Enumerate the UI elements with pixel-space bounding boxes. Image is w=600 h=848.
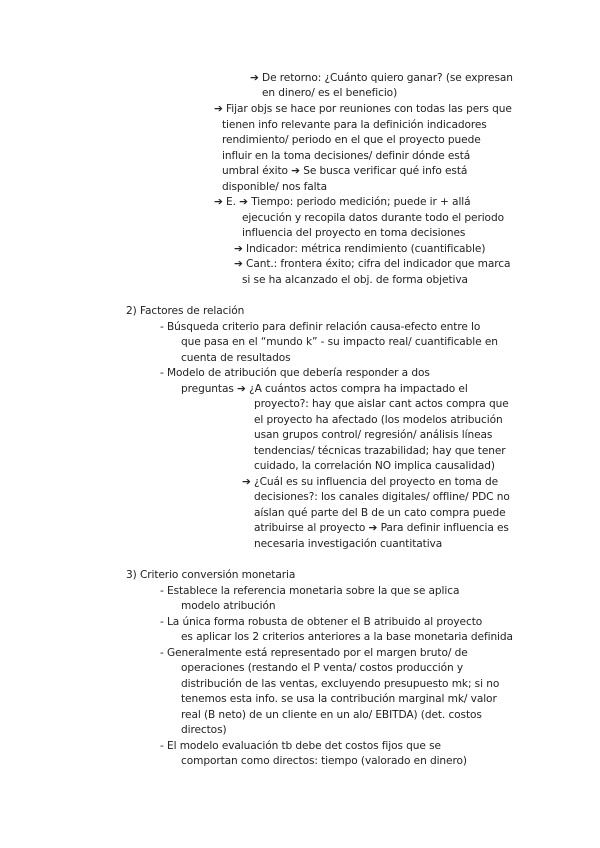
s2-bullet-2-line-8: ➔ ¿Cuál es su influencia del proyecto en toma de	[242, 476, 499, 488]
retorno-line-1: ➔ De retorno: ¿Cuánto quiero ganar? (se expresan	[250, 72, 513, 84]
fijar-line-2: tienen info relevante para la definición indicadores	[222, 119, 487, 131]
s2-bullet-2-line-10: aíslan qué parte del B de un cato compra puede	[254, 507, 506, 519]
tiempo-line-1: ➔ E. ➔ Tiempo: periodo medición; puede ir + allá	[214, 196, 471, 208]
s3-bullet-2-line-2: es aplicar los 2 criterios anteriores a la base monetaria definida	[181, 631, 513, 643]
s3-bullet-3-line-1: - Generalmente está representado por el margen bruto/ de	[160, 647, 468, 659]
s3-bullet-3-line-3: distribución de las ventas, excluyendo presupuesto mk; si no	[181, 678, 500, 690]
fijar-line-6: disponible/ nos falta	[222, 181, 327, 193]
s2-bullet-2-line-9: decisiones?: los canales digitales/ offline/ PDC no	[254, 491, 510, 503]
s3-bullet-2-line-1: - La única forma robusta de obtener el B atribuido al proyecto	[160, 616, 483, 628]
s3-bullet-3-line-2: operaciones (restando el P venta/ costos producción y	[181, 662, 464, 674]
fijar-line-3: rendimiento/ periodo en el que el proyecto puede	[222, 134, 481, 146]
s2-bullet-1-line-2: que pasa en el “mundo k” - su impacto real/ cuantificable en	[181, 336, 498, 348]
s2-bullet-2-line-4: el proyecto ha afectado (los modelos atribución	[254, 414, 503, 426]
s2-bullet-2-line-2: preguntas ➔ ¿A cuántos actos compra ha impactado el	[181, 383, 468, 395]
cant-line-1: ➔ Cant.: frontera éxito; cifra del indicador que marca	[234, 258, 511, 270]
s2-bullet-1-line-3: cuenta de resultados	[181, 352, 291, 364]
s3-bullet-3-line-5: real (B neto) de un cliente en un alo/ EBITDA) (det. costos	[181, 709, 482, 721]
s2-bullet-2-line-7: cuidado, la correlación NO implica causalidad)	[254, 460, 495, 472]
s2-bullet-2-line-3: proyecto?: hay que aislar cant actos compra que	[254, 398, 509, 410]
s2-bullet-2-line-11: atribuirse al proyecto ➔ Para definir influencia es	[254, 522, 509, 534]
s3-bullet-4-line-2: comportan como directos: tiempo (valorado en dinero)	[181, 755, 467, 767]
s3-bullet-1-line-1: - Establece la referencia monetaria sobre la que se aplica	[160, 585, 460, 597]
s2-bullet-1-line-1: - Búsqueda criterio para definir relación causa-efecto entre lo	[160, 321, 481, 333]
fijar-line-5: umbral éxito ➔ Se busca verificar qué info está	[222, 165, 468, 177]
tiempo-line-2: ejecución y recopila datos durante todo el periodo	[242, 212, 504, 224]
tiempo-line-3: influencia del proyecto en toma decisiones	[242, 227, 466, 239]
s2-bullet-2-line-5: usan grupos control/ regresión/ análisis líneas	[254, 429, 493, 441]
s2-bullet-2-line-1: - Modelo de atribución que debería responder a dos	[160, 367, 430, 379]
s3-bullet-3-line-4: tenemos esta info. se usa la contribución marginal mk/ valor	[181, 693, 497, 705]
fijar-line-1: ➔ Fijar objs se hace por reuniones con todas las pers que	[214, 103, 512, 115]
s2-bullet-2-line-6: tendencias/ técnicas trazabilidad; hay que tener	[254, 445, 506, 457]
section-3-heading: 3) Criterio conversión monetaria	[126, 569, 296, 581]
indicador-line: ➔ Indicador: métrica rendimiento (cuantificable)	[234, 243, 486, 255]
s3-bullet-3-line-6: directos)	[181, 724, 227, 736]
s3-bullet-4-line-1: - El modelo evaluación tb debe det costos fijos que se	[160, 740, 441, 752]
cant-line-2: si se ha alcanzado el obj. de forma objetiva	[242, 274, 468, 286]
section-2-heading: 2) Factores de relación	[126, 305, 245, 317]
retorno-line-2: en dinero/ es el beneficio)	[262, 87, 398, 99]
fijar-line-4: influir en la toma decisiones/ definir dónde está	[222, 150, 471, 162]
s3-bullet-1-line-2: modelo atribución	[181, 600, 276, 612]
s2-bullet-2-line-12: necesaria investigación cuantitativa	[254, 538, 443, 550]
